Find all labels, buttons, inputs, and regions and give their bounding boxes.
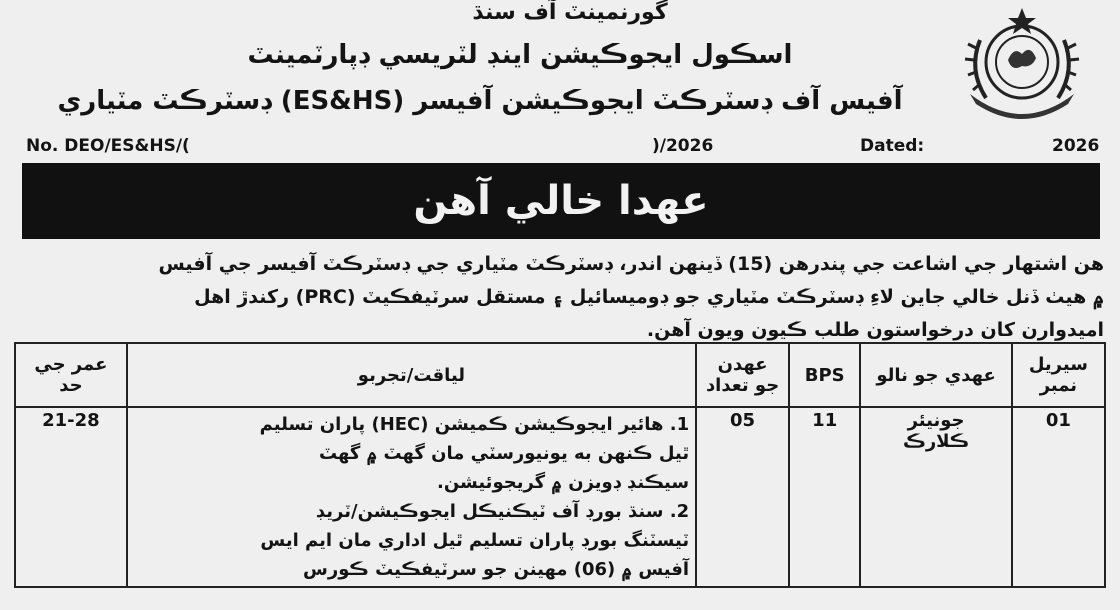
intro-paragraph <box>22 248 1104 347</box>
vacancy-banner <box>22 163 1100 239</box>
cell-post-name <box>860 407 1011 587</box>
header-bps: BPS <box>789 343 860 407</box>
cell-post-count: 05 <box>696 407 789 587</box>
intro-line: ۾ هيٺ ڏنل خالي جاين لاءِ ڊسٽرڪٽ مٽياري جو ڊوميسائيل ۽ مستقل سرٽيفڪيٽ (PRC) رکندڙ اهل <box>194 286 1104 308</box>
reference-row <box>22 132 1102 162</box>
dated-year: 2026 <box>1052 136 1100 156</box>
department-heading: اسڪول ايجوڪيشن اينڊ لٽريسي ڊپارٽمينٽ <box>247 40 793 70</box>
reference-number-label: No. DEO/ES&HS/( <box>26 136 190 156</box>
qualification-line: ٽيسٽنگ بورڊ پاران تسليم ٿيل اداري مان ايم ايس <box>260 530 690 551</box>
cell-age-limit: 21-28 <box>15 407 127 587</box>
table-header-row <box>15 343 1105 407</box>
header-serial: سيريل نمبر <box>1012 343 1105 407</box>
qualification-line: 1. هائير ايجوڪيشن ڪميشن (HEC) پاران تسليم <box>259 414 690 435</box>
table-row <box>15 407 1105 587</box>
reference-number-suffix: )/2026 <box>652 136 714 156</box>
header-age-limit: عمر جي حد <box>15 343 127 407</box>
cell-bps: 11 <box>789 407 860 587</box>
qualification-line: آفيس ۾ (06) مهينن جو سرٽيفڪيٽ ڪورس <box>303 559 690 580</box>
cell-serial: 01 <box>1012 407 1105 587</box>
intro-line: اميدوارن کان درخواستون طلب ڪيون ويون آهن. <box>646 319 1104 341</box>
header-post-count: عهدن جو تعداد <box>696 343 789 407</box>
government-seal-emblem <box>950 0 1090 125</box>
post-name-line: جونيئر <box>907 410 965 431</box>
post-name-line: ڪلارڪ <box>902 431 970 452</box>
intro-line: هن اشتهار جي اشاعت جي پندرهن (15) ڏينهن اندر، ڊسٽرڪٽ مٽياري جي ڊسٽرڪٽ آفيسر جي آفيس <box>158 253 1104 275</box>
qualification-line: 2. سنڌ بورڊ آف ٽيڪنيڪل ايجوڪيشن/ٽريڊ <box>315 501 690 522</box>
office-heading: آفيس آف ڊسٽرڪٽ ايجوڪيشن آفيسر (ES&HS) ڊسٽرڪٽ مٽياري <box>57 86 903 116</box>
qualification-line: ٿيل ڪنهن به يونيورسٽي مان گهٽ ۾ گهٽ <box>318 443 690 464</box>
banner-title: عهدا خالي آهن <box>413 178 709 224</box>
dated-label: Dated: <box>860 136 925 156</box>
government-heading: گورنمينٽ آف سنڌ <box>472 0 668 25</box>
cell-qualification <box>127 407 696 587</box>
header-qualification: لياقت/تجربو <box>127 343 696 407</box>
vacancy-table <box>14 342 1106 588</box>
header-post-name: عهدي جو نالو <box>860 343 1011 407</box>
qualification-line: سيڪنڊ ڊويزن ۾ گريجوئيشن. <box>436 472 690 493</box>
